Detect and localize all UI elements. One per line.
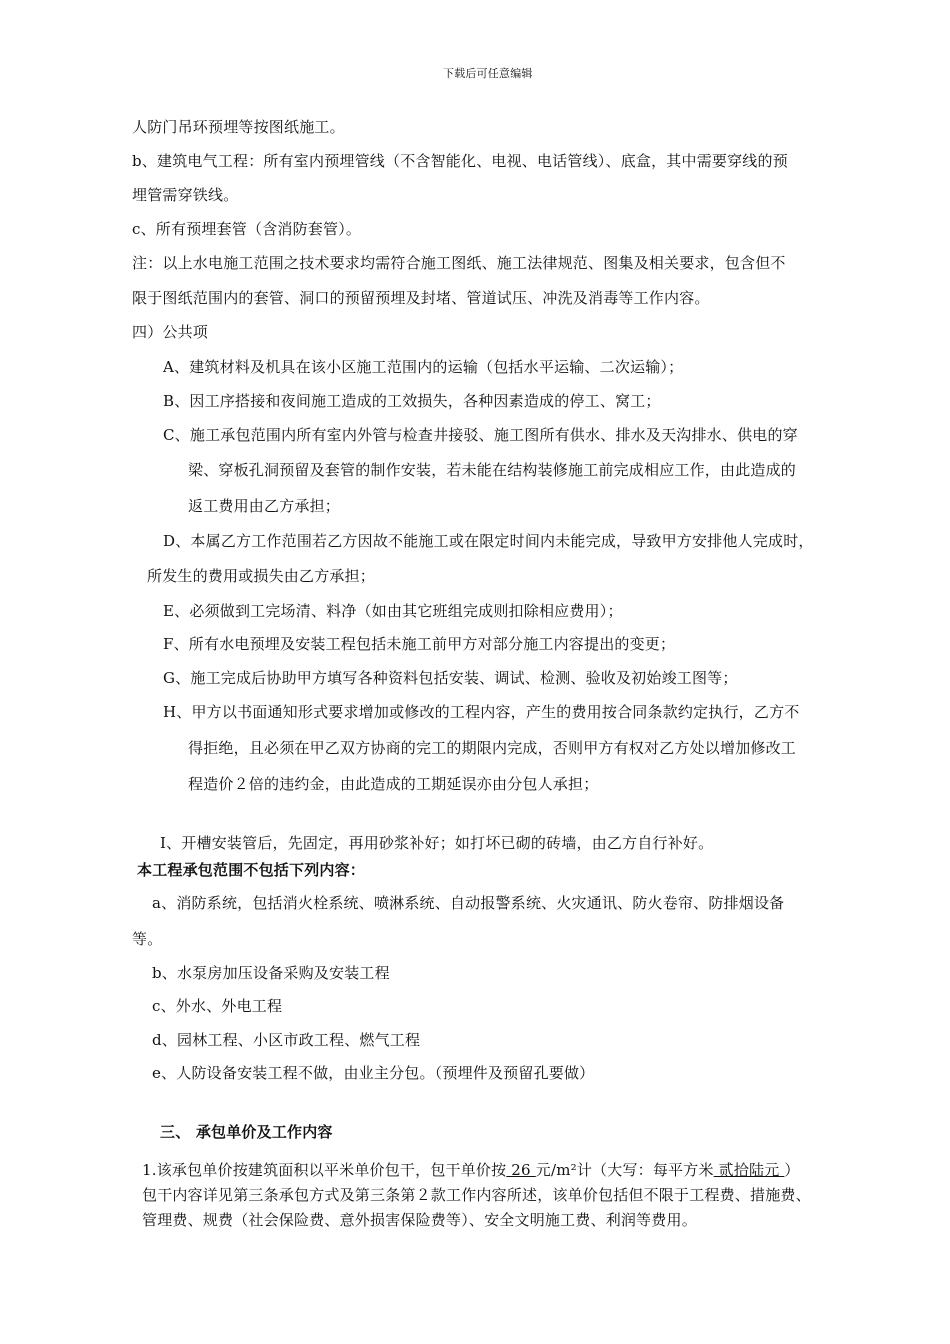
list-item: G、施工完成后协助甲方填写各种资料包括安装、调试、检测、验收及初始竣工图等； bbox=[163, 669, 738, 687]
paragraph-line bbox=[142, 1160, 800, 1180]
exclusion-heading: 本工程承包范围不包括下列内容： bbox=[137, 861, 366, 879]
page-header: 下载后可任意编辑 bbox=[443, 67, 533, 80]
list-item-continuation: 等。 bbox=[132, 930, 163, 948]
paragraph-line: b、建筑电气工程：所有室内预埋管线（不含智能化、电视、电话管线）、底盒，其中需要穿线的预 bbox=[132, 152, 788, 170]
list-item: I、开槽安装管后，先固定，再用砂浆补好；如打坏已砌的砖墙，由乙方自行补好。 bbox=[160, 834, 714, 852]
list-item-continuation: 梁、穿板孔洞预留及套管的制作安装，若未能在结构装修施工前完成相应工作，由此造成的 bbox=[188, 461, 797, 479]
list-item: a、消防系统，包括消火栓系统、喷淋系统、自动报警系统、火灾通讯、防火卷帘、防排烟设备 bbox=[152, 894, 785, 912]
list-item-continuation: 得拒绝，且必须在甲乙双方协商的完工的期限内完成，否则甲方有权对乙方处以增加修改工 bbox=[188, 739, 797, 757]
unit-price-words: 贰拾陆元 bbox=[713, 1161, 785, 1179]
text-run: 元/m²计（大写：每平方米 bbox=[535, 1161, 714, 1179]
paragraph-line: 管理费、规费（社会保险费、意外损害保险费等）、安全文明施工费、利润等费用。 bbox=[142, 1211, 697, 1229]
text-run: ） bbox=[784, 1161, 800, 1179]
list-item-continuation: 返工费用由乙方承担； bbox=[188, 497, 341, 515]
note-line: 限于图纸范围内的套管、洞口的预留预埋及封堵、管道试压、冲洗及消毒等工作内容。 bbox=[132, 289, 710, 307]
list-item: F、所有水电预埋及安装工程包括未施工前甲方对部分施工内容提出的变更； bbox=[163, 635, 676, 653]
list-item: B、因工序搭接和夜间施工造成的工效损失，各种因素造成的停工、窝工； bbox=[163, 392, 661, 410]
note-line: 注：以上水电施工范围之技术要求均需符合施工图纸、施工法律规范、图集及相关要求，包含但不 bbox=[132, 254, 786, 272]
section-heading: 三、 承包单价及工作内容 bbox=[160, 1123, 333, 1141]
list-item: H、甲方以书面通知形式要求增加或修改的工程内容，产生的费用按合同条款约定执行，乙方不 bbox=[163, 703, 800, 721]
text-run: 1.该承包单价按建筑面积以平米单价包干，包干单价按 bbox=[142, 1161, 507, 1179]
list-item: E、必须做到工完场清、料净（如由其它班组完成则扣除相应费用）； bbox=[163, 602, 623, 620]
list-item: c、外水、外电工程 bbox=[152, 997, 283, 1015]
paragraph-line: 包干内容详见第三条承包方式及第三条第２款工作内容所述，该单价包括但不限于工程费、措施费、 bbox=[142, 1186, 811, 1204]
unit-price-value: 26 bbox=[506, 1161, 536, 1179]
list-item: D、本属乙方工作范围若乙方因故不能施工或在限定时间内未能完成，导致甲方安排他人完成时， bbox=[163, 532, 814, 550]
list-item: e、人防设备安装工程不做，由业主分包。（预埋件及预留孔要做） bbox=[152, 1064, 595, 1082]
paragraph-line: c、所有预埋套管（含消防套管）。 bbox=[132, 220, 362, 238]
paragraph-line: 埋管需穿铁线。 bbox=[132, 186, 239, 204]
list-item-continuation: 所发生的费用或损失由乙方承担； bbox=[147, 567, 376, 585]
list-item: b、水泵房加压设备采购及安装工程 bbox=[152, 964, 390, 982]
list-item-continuation: 程造价２倍的违约金，由此造成的工期延误亦由分包人承担； bbox=[188, 775, 599, 793]
list-item: d、园林工程、小区市政工程、燃气工程 bbox=[152, 1031, 421, 1049]
list-item: A、建筑材料及机具在该小区施工范围内的运输（包括水平运输、二次运输）； bbox=[163, 358, 684, 376]
paragraph-line: 人防门吊环预埋等按图纸施工。 bbox=[132, 118, 345, 136]
list-item: C、施工承包范围内所有室内外管与检查井接驳、施工图所有供水、排水及天沟排水、供电的穿 bbox=[163, 426, 798, 444]
section-heading: 四）公共项 bbox=[132, 323, 209, 341]
